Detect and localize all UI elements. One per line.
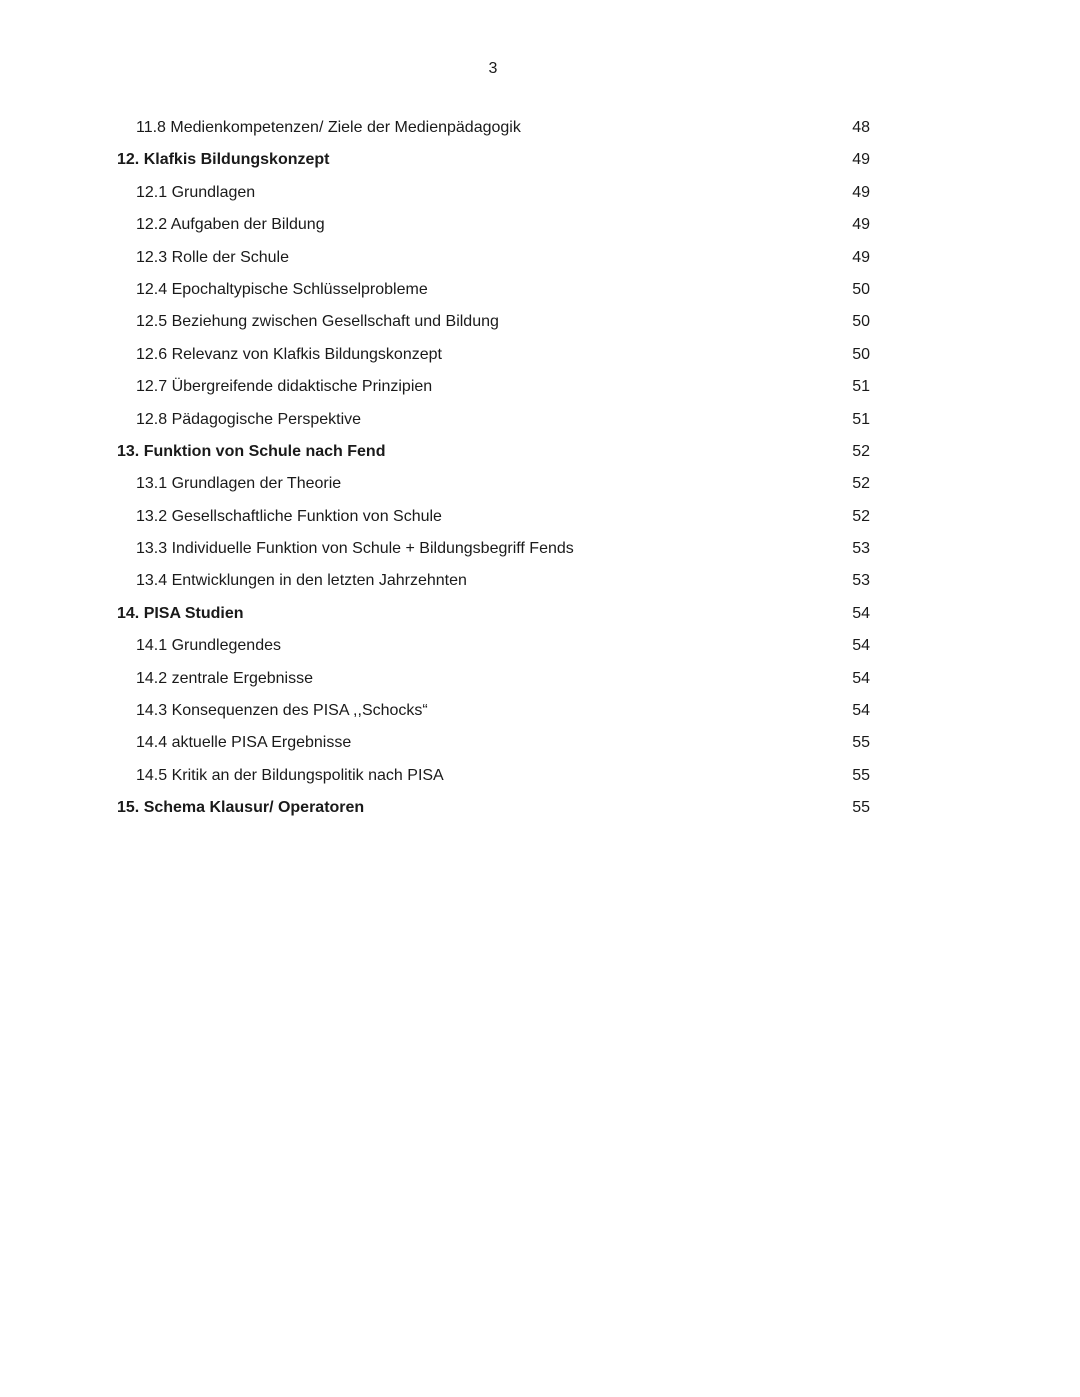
toc-entry-title: 14.5 Kritik an der Bildungspolitik nach PISA [136,766,444,784]
toc-chapter-page: 52 [852,442,870,460]
toc-entry-page: 54 [852,702,870,720]
toc-chapter[interactable] [0,144,1080,176]
toc-entry[interactable] [0,404,1080,436]
toc-entry[interactable] [0,630,1080,662]
table-of-contents [0,112,1080,825]
toc-entry[interactable] [0,727,1080,759]
toc-entry-page: 53 [852,572,870,590]
toc-entry[interactable] [0,468,1080,500]
toc-entry-title: 14.4 aktuelle PISA Ergebnisse [136,734,352,752]
toc-chapter-title: 13. Funktion von Schule nach Fend [117,442,386,460]
toc-entry-page: 51 [852,410,870,428]
toc-entry-title: 12.1 Grundlagen [136,183,256,201]
toc-entry[interactable] [0,177,1080,209]
toc-entry-page: 50 [852,313,870,331]
toc-entry[interactable] [0,112,1080,144]
toc-entry-page: 50 [852,280,870,298]
toc-entry-title: 12.7 Übergreifende didaktische Prinzipien [136,378,433,396]
toc-entry[interactable] [0,306,1080,338]
toc-entry[interactable] [0,760,1080,792]
toc-chapter-title: 14. PISA Studien [117,604,244,622]
toc-entry-title: 14.1 Grundlegendes [136,637,281,655]
toc-entry-page: 49 [852,216,870,234]
toc-entry-page: 50 [852,345,870,363]
toc-entry-title: 12.8 Pädagogische Perspektive [136,410,362,428]
toc-entry[interactable] [0,209,1080,241]
toc-entry[interactable] [0,274,1080,306]
toc-chapter[interactable] [0,598,1080,630]
toc-entry-title: 13.4 Entwicklungen in den letzten Jahrzehnten [136,572,467,590]
toc-entry-page: 48 [852,119,870,136]
toc-entry[interactable] [0,371,1080,403]
toc-entry[interactable] [0,339,1080,371]
toc-entry[interactable] [0,242,1080,274]
toc-entry-title: 12.5 Beziehung zwischen Gesellschaft und Bildung [136,313,499,331]
toc-chapter-title: 12. Klafkis Bildungskonzept [117,151,330,169]
toc-entry[interactable] [0,565,1080,597]
page-number: 3 [488,60,498,77]
toc-entry-title: 12.4 Epochaltypische Schlüsselprobleme [136,280,428,298]
toc-entry-title: 12.2 Aufgaben der Bildung [136,216,325,234]
toc-entry[interactable] [0,501,1080,533]
toc-entry-page: 52 [852,475,870,493]
toc-chapter-title: 15. Schema Klausur/ Operatoren [117,799,365,817]
toc-entry-page: 55 [852,734,870,752]
toc-chapter-page: 55 [852,799,870,817]
toc-entry-title: 11.8 Medienkompetenzen/ Ziele der Medienpädagogik [136,119,521,136]
toc-entry-page: 52 [852,507,870,525]
toc-entry-page: 51 [852,378,870,396]
toc-chapter[interactable] [0,792,1080,824]
toc-entry-page: 49 [852,248,870,266]
toc-chapter-page: 54 [852,604,870,622]
toc-entry-page: 54 [852,637,870,655]
toc-entry[interactable] [0,663,1080,695]
toc-entry-title: 14.2 zentrale Ergebnisse [136,669,313,687]
toc-entry-title: 14.3 Konsequenzen des PISA ,,Schocks“ [136,702,428,720]
toc-entry-page: 49 [852,183,870,201]
toc-entry-title: 13.3 Individuelle Funktion von Schule + Bildungsbegriff Fends [136,540,574,558]
toc-chapter[interactable] [0,436,1080,468]
toc-entry-title: 13.2 Gesellschaftliche Funktion von Schule [136,507,442,525]
toc-chapter-page: 49 [852,151,870,169]
toc-entry-title: 13.1 Grundlagen der Theorie [136,475,342,493]
toc-entry-page: 55 [852,766,870,784]
toc-entry-title: 12.3 Rolle der Schule [136,248,289,266]
toc-entry-page: 54 [852,669,870,687]
toc-entry-page: 53 [852,540,870,558]
toc-entry-title: 12.6 Relevanz von Klafkis Bildungskonzept [136,345,442,363]
toc-entry[interactable] [0,695,1080,727]
toc-entry[interactable] [0,533,1080,565]
